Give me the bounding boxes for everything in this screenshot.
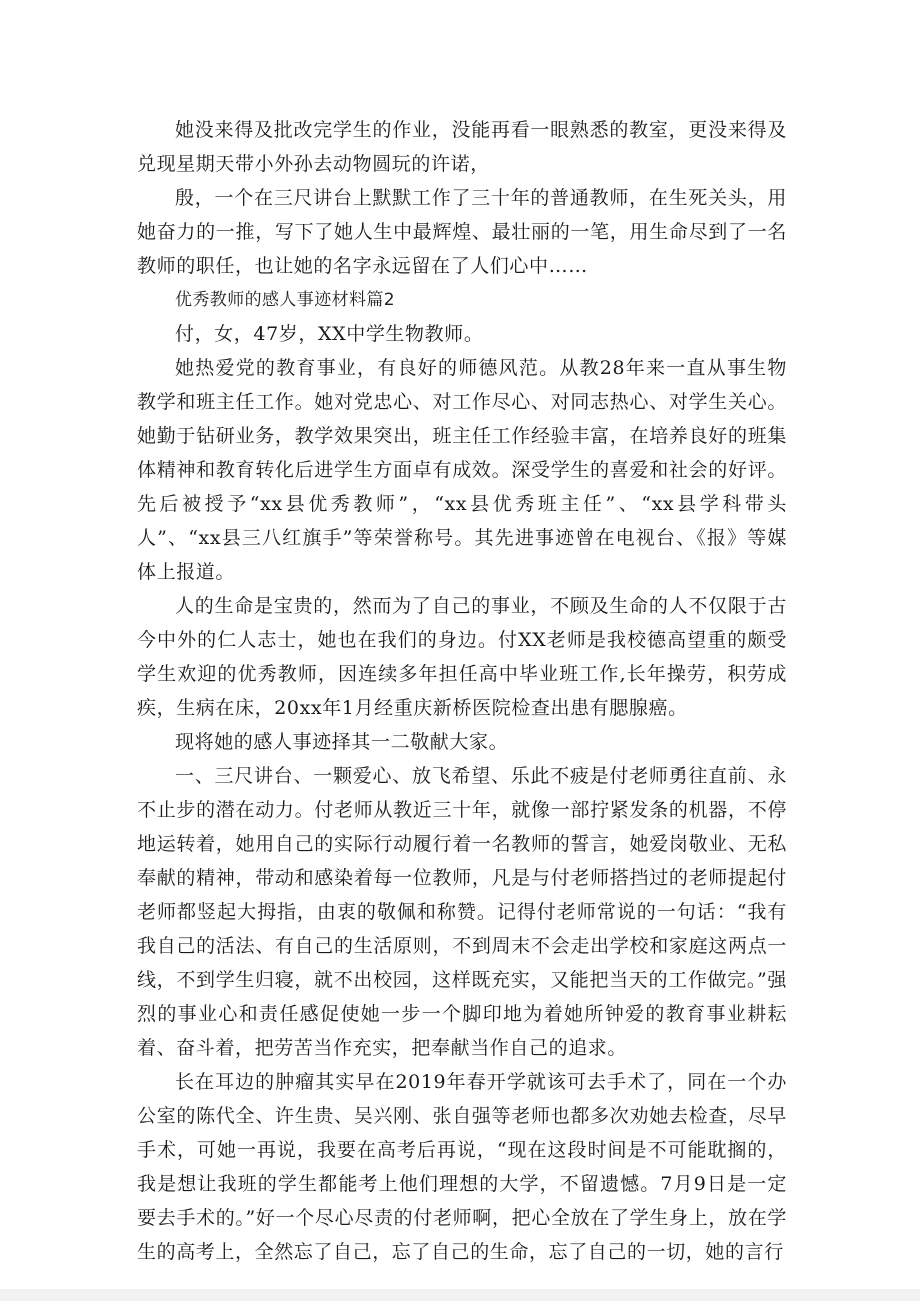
section-heading: 优秀教师的感人事迹材料篇2 [175, 290, 396, 310]
paragraph: 一、三尺讲台、一颗爱心、放飞希望、乐此不疲是付老师勇往直前、永不止步的潜在动力。付老师从教近三十年，就像一部拧紧发条的机器，不停地运转着，她用自己的实际行动履行着一名教师的誓言，她爱岗敬业、无私奉献的精神，带动和感染着每一位教师，凡是与付老师搭挡过的老师提起付老师都竖起大拇指，由衷的敬佩和称赞。记得付老师常说的一句话：“我有我自己的活法、有自己的生活原则，不到周末不会走出学校和家庭这两点一线，不到学生归寝，就不出校园，这样既充实，又能把当天的工作做完。”强烈的事业心和责任感促使她一步一个脚印地为着她所钟爱的教育事业耕耘着、奋斗着，把劳苦当作充实，把奉献当作自己的追求。 [137, 765, 787, 1059]
document-body [137, 113, 787, 1269]
paragraph: 她没来得及批改完学生的作业，没能再看一眼熟悉的教室，更没来得及兑现星期天带小外孙去动物圆玩的许诺， [137, 119, 787, 175]
paragraph: 长在耳边的肿瘤其实早在2019年春开学就该可去手术了，同在一个办公室的陈代全、许生贵、吴兴刚、张自强等老师也都多次劝她去检查，尽早手术，可她一再说，我要在高考后再说，“现在这段时间是不可能耽搁的，我是想让我班的学生都能考上他们理想的大学，不留遗憾。7月9日是一定要去手术的。”好一个尽心尽责的付老师啊，把心全放在了学生身上，放在学生的高考上，全然忘了自己，忘了自己的生命，忘了自己的一切，她的言行 [137, 1071, 787, 1263]
paragraph: 付，女，47岁，XX中学生物教师。 [175, 323, 484, 345]
paragraph: 殷，一个在三尺讲台上默默工作了三十年的普通教师，在生死关头，用她奋力的一推，写下了她人生中最辉煌、最壮丽的一笔，用生命尽到了一名教师的职任，也让她的名字永远留在了人们心中…… [137, 187, 787, 277]
paragraph: 她热爱党的教育事业，有良好的师德风范。从教28年来一直从事生物教学和班主任工作。她对党忠心、对工作尽心、对同志热心、对学生关心。她勤于钻研业务，教学效果突出，班主任工作经验丰富，在培养良好的班集体精神和教育转化后进学生方面卓有成效。深受学生的喜爱和社会的好评。先后被授予“xx县优秀教师”，“xx县优秀班主任”、“xx县学科带头人”、“xx县三八红旗手”等荣誉称号。其先进事迹曾在电视台、《报》等媒体上报道。 [137, 357, 787, 583]
paragraph: 人的生命是宝贵的，然而为了自己的事业，不顾及生命的人不仅限于古今中外的仁人志士，她也在我们的身边。付XX老师是我校德高望重的颇受学生欢迎的优秀教师，因连续多年担任高中毕业班工作,长年操劳，积劳成疾，生病在床，20xx年1月经重庆新桥医院检查出患有腮腺癌。 [137, 595, 787, 719]
page-bottom-edge [0, 1289, 920, 1301]
paragraph: 现将她的感人事迹择其一二敬献大家。 [175, 731, 509, 753]
